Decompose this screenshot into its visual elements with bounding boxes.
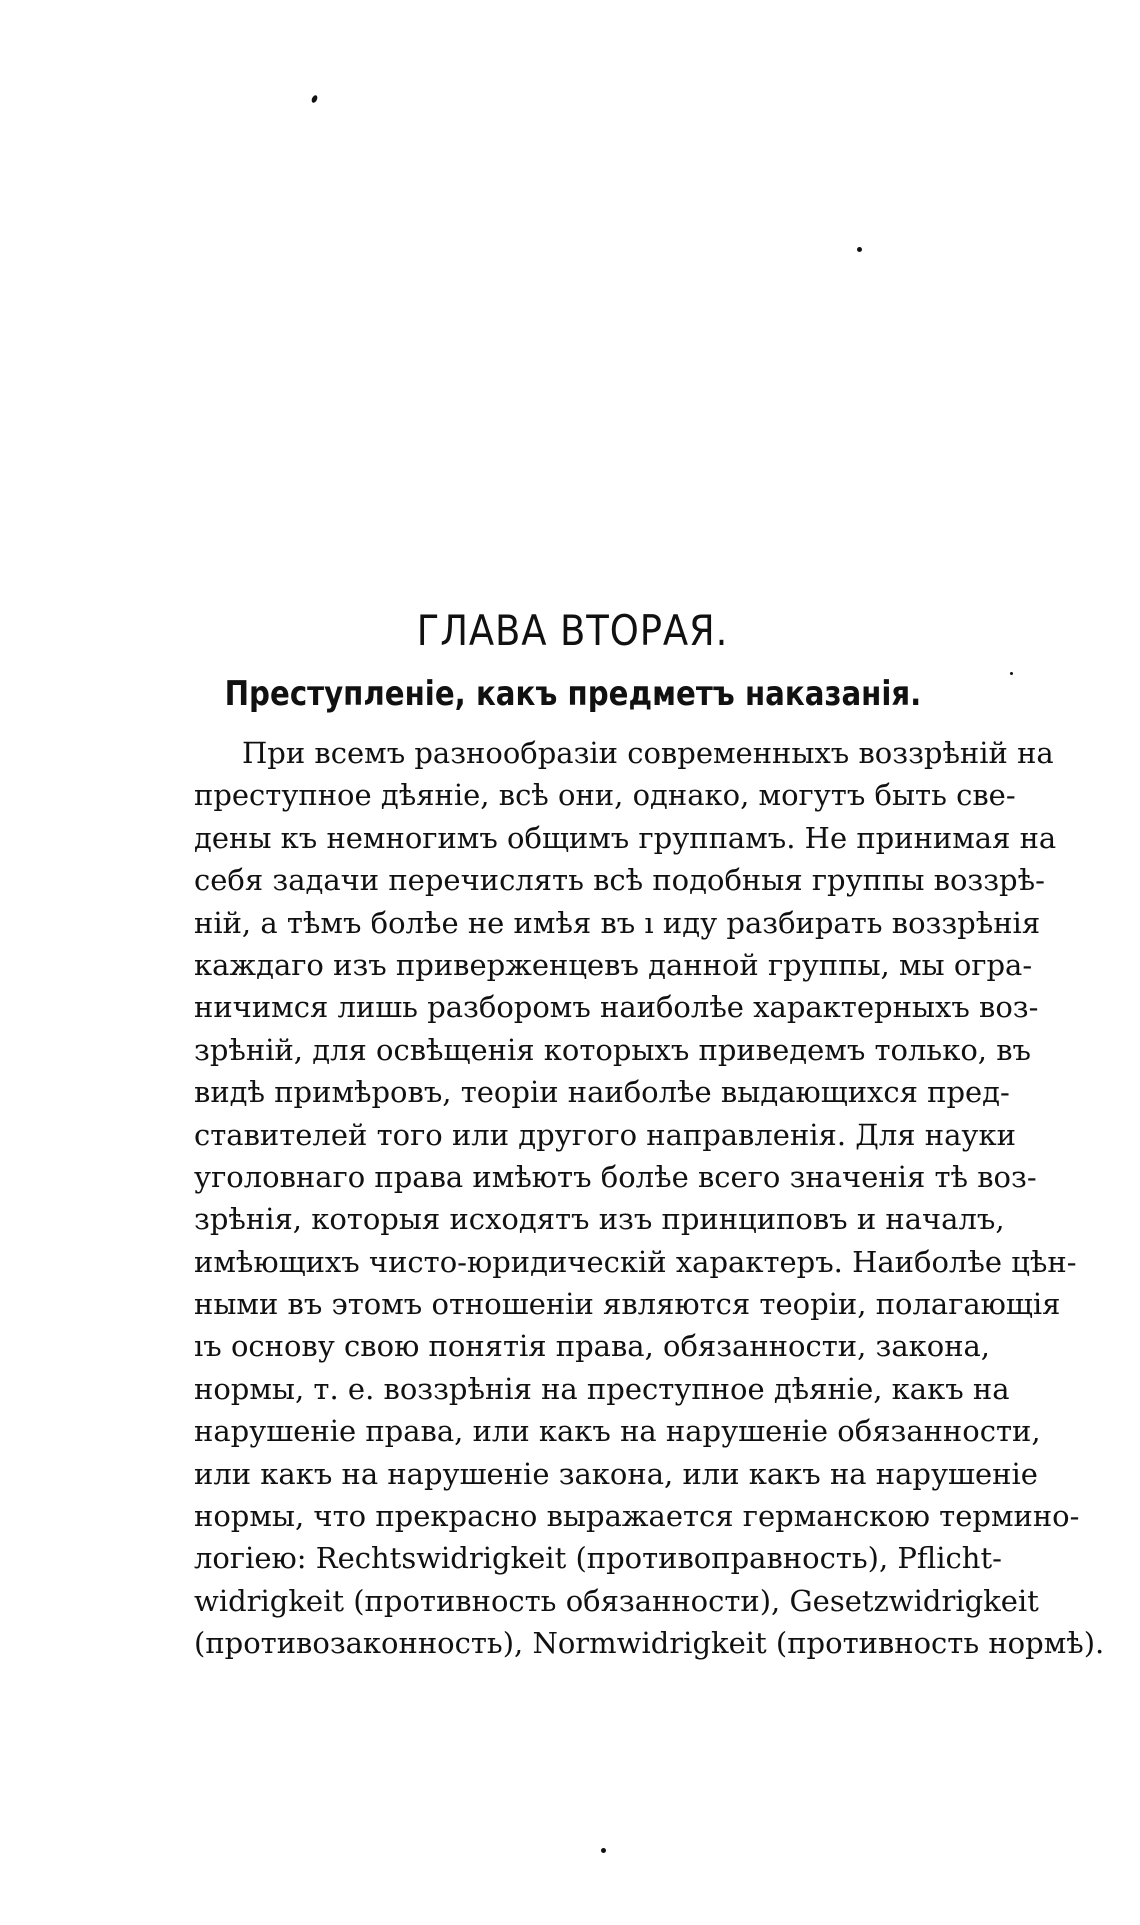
text-line: ничимся лишь разборомъ наиболѣе характерныхъ воз- [194, 990, 1039, 1025]
text-line: (противозаконность), Normwidrigkeit (противность нормѣ). [194, 1626, 1105, 1661]
text-line: дены къ немногимъ общимъ группамъ. Не принимая на [194, 820, 1057, 855]
text-line: уголовнаго права имѣютъ болѣе всего значенія тѣ воз- [194, 1159, 1037, 1194]
ink-speck [601, 1848, 606, 1853]
text-line: При всемъ разнообразіи современныхъ воззрѣній на [242, 736, 1054, 770]
text-line: widrigkeit (противность обязанности), Gesetzwidrigkeit [194, 1583, 1039, 1618]
text-line: себя задачи перечислять всѣ подобныя группы воззрѣ- [194, 863, 1045, 898]
text-line: каждаго изъ приверженцевъ данной группы, мы огра- [194, 947, 1033, 982]
chapter-subtitle: Преступленіе, какъ предметъ наказанія. [224, 674, 922, 714]
text-line: зрѣній, для освѣщенія которыхъ приведемъ только, въ [194, 1032, 1032, 1067]
text-line: видѣ примѣровъ, теоріи наиболѣе выдающихся пред- [194, 1075, 1010, 1110]
text-line: имѣющихъ чисто-юридическій характеръ. Наиболѣе цѣн- [194, 1244, 1077, 1279]
text-line: преступное дѣяніе, всѣ они, однако, могутъ быть све- [194, 778, 1016, 813]
text-line: зрѣнія, которыя исходятъ изъ принциповъ и началъ, [194, 1202, 1005, 1237]
text-line: ными въ этомъ отношеніи являются теоріи, полагающія [194, 1287, 1061, 1322]
text-line: нормы, т. е. воззрѣнія на преступное дѣяніе, какъ на [194, 1371, 1010, 1406]
text-line: или какъ на нарушеніе закона, или какъ на нарушеніе [194, 1456, 1038, 1491]
text-line: нарушеніе права, или какъ на нарушеніе обязанности, [194, 1414, 1041, 1449]
ink-speck [857, 247, 862, 252]
text-line: ставителей того или другого направленія. Для науки [194, 1117, 1016, 1152]
body-paragraph [194, 732, 1105, 1665]
text-line: ній, а тѣмъ болѣе не имѣя въ ı иду разбирать воззрѣнія [194, 905, 1041, 940]
text-line: нормы, что прекрасно выражается германскою термино- [194, 1499, 1080, 1534]
text-line: ıъ основу свою понятія права, обязанности, закона, [194, 1329, 991, 1364]
ink-speck [311, 94, 319, 103]
chapter-title: ГЛАВА ВТОРАЯ. [416, 606, 729, 655]
text-line: логіею: Rechtswidrigkeit (противоправность), Pflicht- [194, 1541, 1002, 1576]
